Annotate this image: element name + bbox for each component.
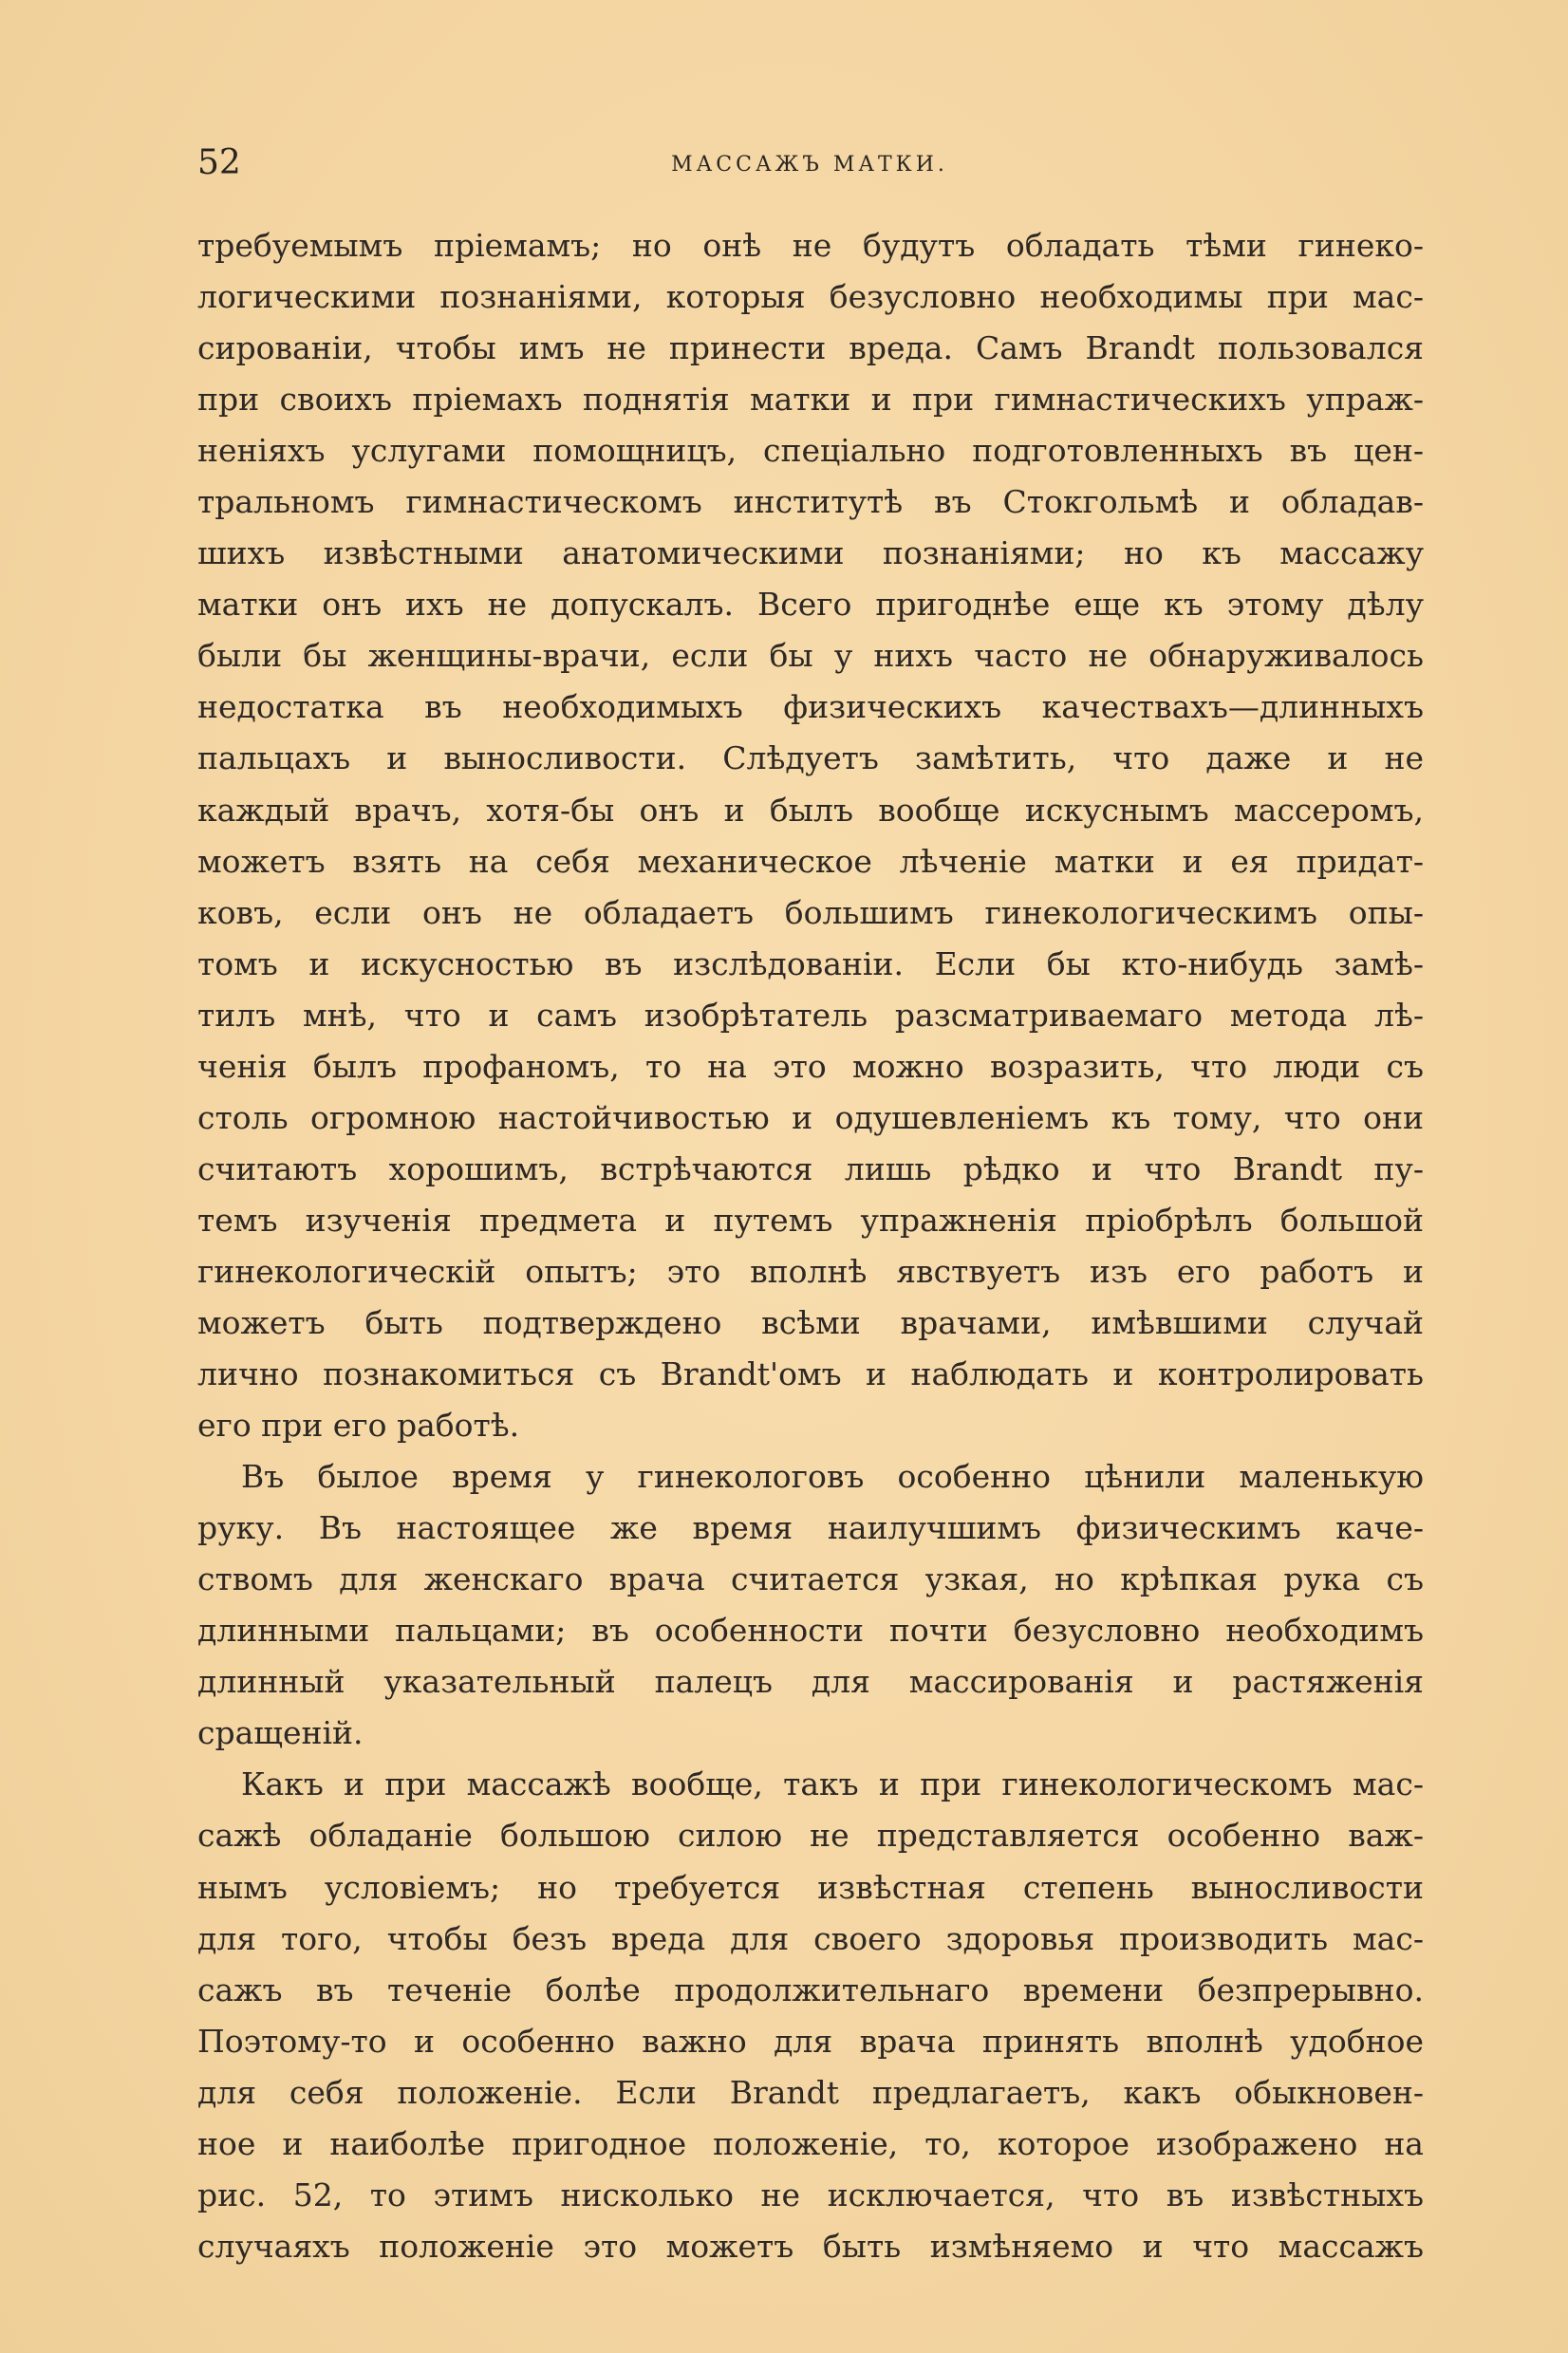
text-line: недостатка въ необходимыхъ физическихъ качествахъ—длинныхъ: [197, 688, 1424, 726]
text-line: считаютъ хорошимъ, встрѣчаются лишь рѣдко и что Brandt пу-: [197, 1149, 1424, 1187]
text-line: ное и наиболѣе пригодное положеніе, то, которое изображено на: [197, 2124, 1424, 2162]
text-line: при своихъ пріемахъ поднятія матки и при гимнастическихъ упраж-: [197, 381, 1424, 419]
text-line: тральномъ гимнастическомъ институтѣ въ Стокгольмѣ и обладав-: [197, 483, 1424, 521]
text-line: тилъ мнѣ, что и самъ изобрѣтатель разсматриваемаго метода лѣ-: [197, 996, 1424, 1034]
text-line: были бы женщины-врачи, если бы у нихъ часто не обнаруживалось: [197, 637, 1424, 675]
text-line: его при его работѣ.: [197, 1407, 520, 1445]
text-line: Какъ и при массажѣ вообще, такъ и при гинекологическомъ мас-: [241, 1765, 1424, 1803]
text-line: можетъ быть подтверждено всѣми врачами, имѣвшими случай: [197, 1303, 1424, 1341]
text-line: ковъ, если онъ не обладаетъ большимъ гинекологическимъ опы-: [197, 893, 1424, 931]
text-line: рис. 52, то этимъ нисколько не исключается, что въ извѣстныхъ: [197, 2176, 1424, 2213]
text-line: ствомъ для женскаго врача считается узкая, но крѣпкая рука съ: [197, 1560, 1424, 1598]
body-text: [197, 220, 1424, 2272]
text-line: столь огромною настойчивостью и одушевленіемъ къ тому, что они: [197, 1098, 1424, 1136]
text-line: длинными пальцами; въ особенности почти безусловно необходимъ: [197, 1612, 1424, 1650]
text-line: для себя положеніе. Если Brandt предлагаетъ, какъ обыкновен-: [197, 2073, 1424, 2111]
text-line: сированіи, чтобы имъ не принести вреда. Самъ Brandt пользовался: [197, 329, 1424, 367]
running-head: МАССАЖЪ МАТКИ.: [671, 153, 948, 177]
text-line: Въ былое время у гинекологовъ особенно цѣнили маленькую: [241, 1458, 1424, 1496]
text-line: сажѣ обладаніе большою силою не представляется особенно важ-: [197, 1817, 1424, 1855]
text-line: ченія былъ профаномъ, то на это можно возразить, что люди съ: [197, 1047, 1424, 1085]
page-header: [197, 140, 1422, 186]
text-line: случаяхъ положеніе это можетъ быть измѣняемо и что массажъ: [197, 2227, 1424, 2265]
text-line: для того, чтобы безъ вреда для своего здоровья производить мас-: [197, 1919, 1424, 1957]
text-line: нымъ условіемъ; но требуется извѣстная степень выносливости: [197, 1868, 1424, 1906]
text-line: неніяхъ услугами помощницъ, спеціально подготовленныхъ въ цен-: [197, 432, 1424, 470]
text-line: руку. Въ настоящее же время наилучшимъ физическимъ каче-: [197, 1509, 1424, 1547]
text-line: требуемымъ пріемамъ; но онѣ не будутъ обладать тѣми гинеко-: [197, 227, 1424, 264]
text-line: лично познакомиться съ Brandt'омъ и наблюдать и контролировать: [197, 1355, 1424, 1393]
text-line: томъ и искусностью въ изслѣдованіи. Если бы кто-нибудь замѣ-: [197, 944, 1424, 982]
text-line: сращеній.: [197, 1714, 364, 1752]
text-line: гинекологическій опытъ; это вполнѣ явствуетъ изъ его работъ и: [197, 1252, 1424, 1290]
text-line: темъ изученія предмета и путемъ упражненія пріобрѣлъ большой: [197, 1201, 1424, 1239]
text-line: логическими познаніями, которыя безусловно необходимы при мас-: [197, 278, 1424, 316]
text-line: можетъ взять на себя механическое лѣченіе матки и ея придат-: [197, 842, 1424, 880]
text-line: Поэтому-то и особенно важно для врача принять вполнѣ удобное: [197, 2022, 1424, 2060]
text-line: длинный указательный палецъ для массированія и растяженія: [197, 1663, 1424, 1701]
text-line: матки онъ ихъ не допускалъ. Всего пригоднѣе еще къ этому дѣлу: [197, 586, 1424, 624]
text-line: каждый врачъ, хотя-бы онъ и былъ вообще искуснымъ массеромъ,: [197, 791, 1424, 829]
page-number: 52: [197, 143, 241, 182]
text-line: пальцахъ и выносливости. Слѣдуетъ замѣтить, что даже и не: [197, 739, 1424, 777]
text-line: шихъ извѣстными анатомическими познаніями; но къ массажу: [197, 534, 1424, 572]
text-line: сажъ въ теченіе болѣе продолжительнаго времени безпрерывно.: [197, 1970, 1424, 2008]
